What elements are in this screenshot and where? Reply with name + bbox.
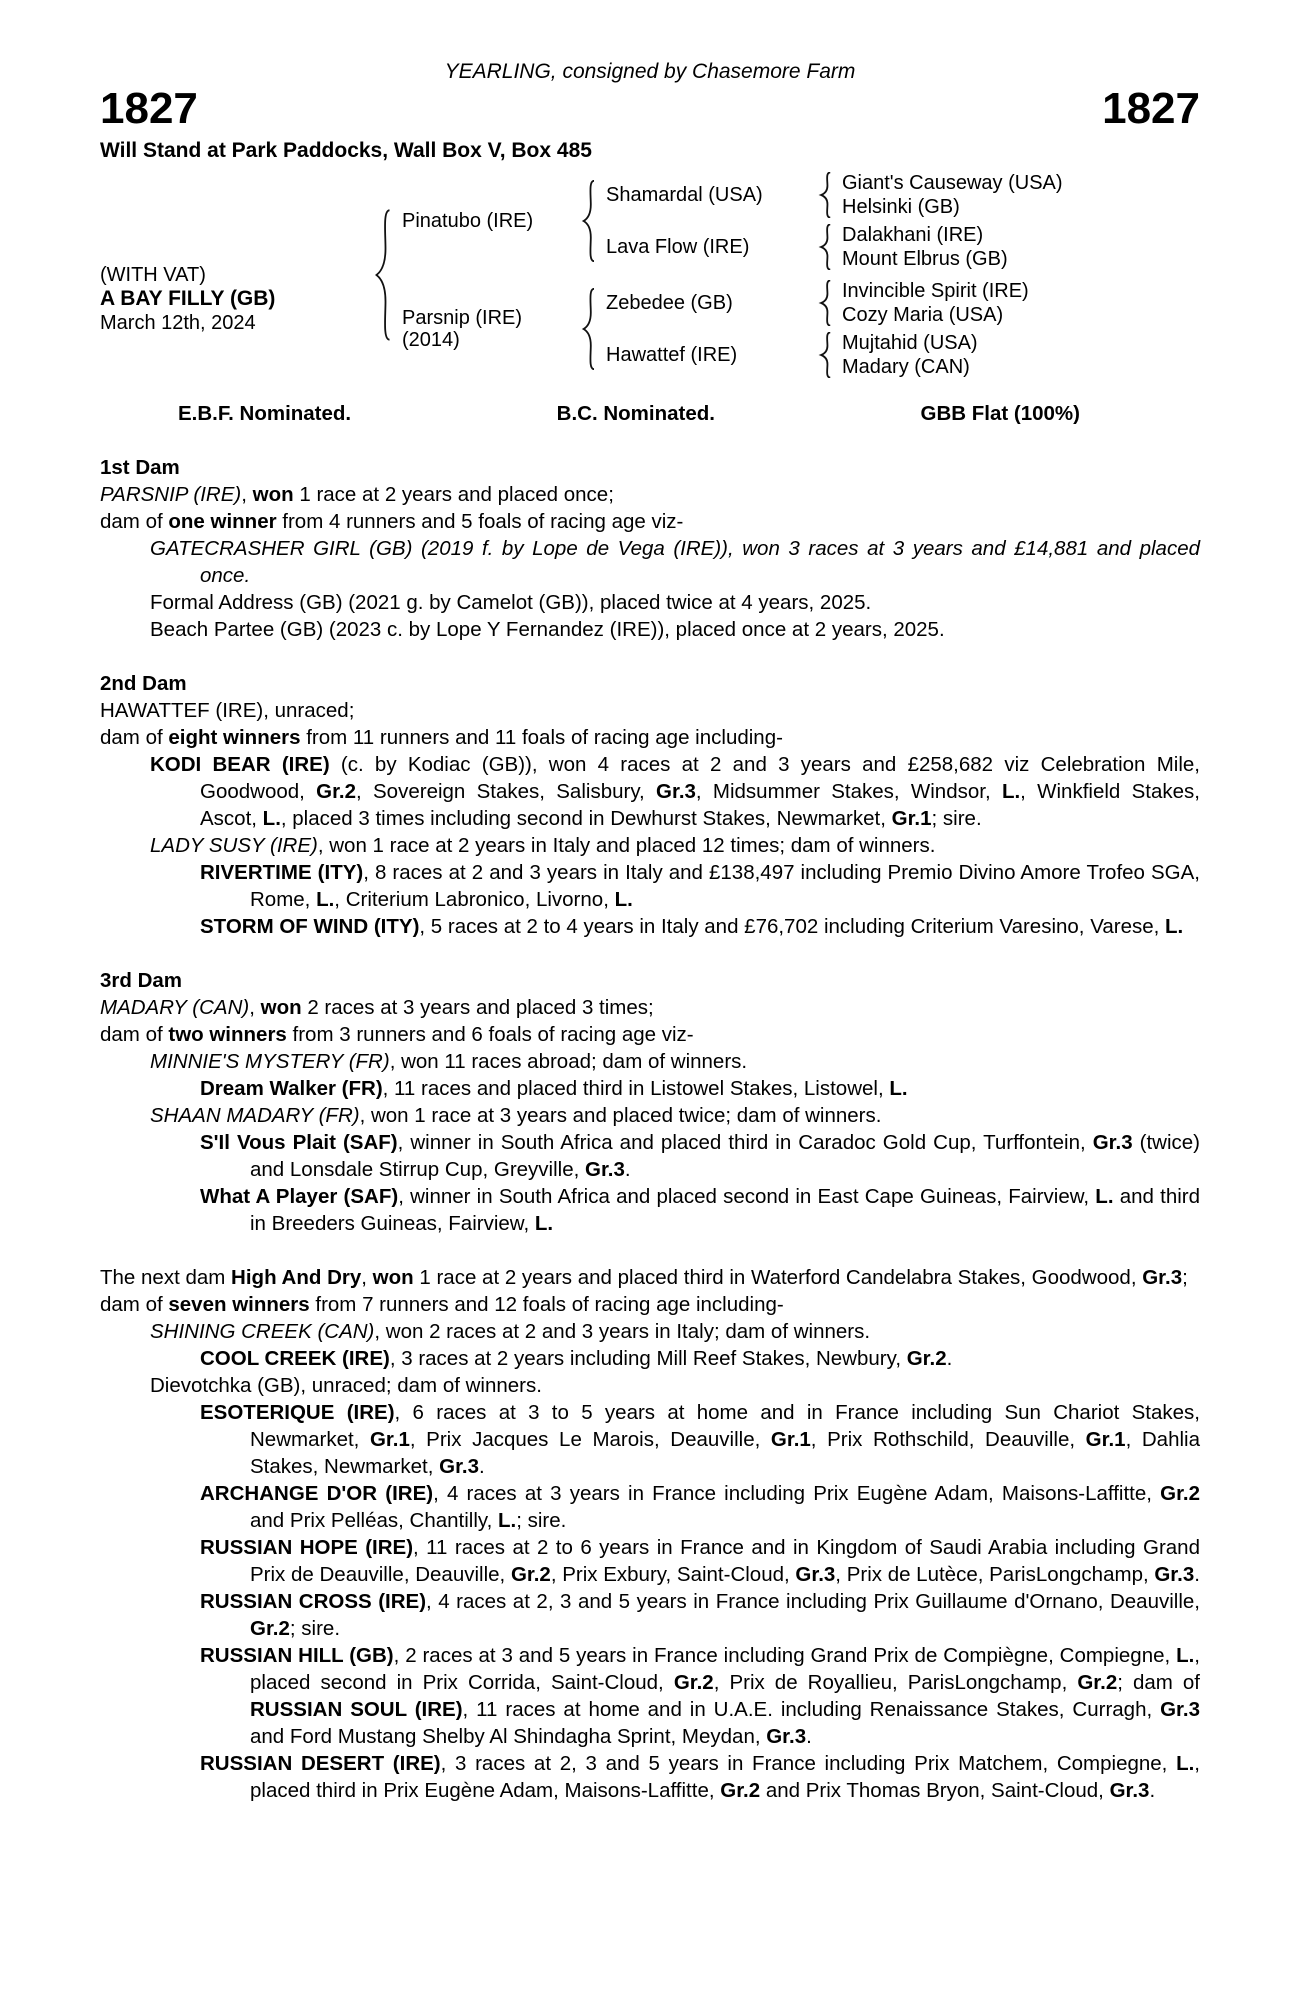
- text-run: Gr.2: [720, 1779, 761, 1802]
- pedigree-paragraph: [100, 724, 1200, 751]
- pedigree-brace-icon: [818, 172, 832, 218]
- sire-grandparents-column: [606, 172, 1063, 270]
- text-run: (twice) and Lonsdale Stirrup Cup, Greyville,: [250, 1131, 1201, 1181]
- text-run: Formal Address (GB) (2021 g. by Camelot (GB)), placed twice at 4 years, 2025.: [150, 591, 872, 614]
- text-run: , 11 races at 2 to 6 years in France and in Kingdom of Saudi Arabia including Grand Prix de Deauville, Deauville,: [250, 1536, 1200, 1586]
- text-run: COOL CREEK (IRE): [200, 1347, 390, 1370]
- dam-grandparents-column: [606, 280, 1029, 378]
- dam-heading: 1st Dam: [100, 456, 180, 479]
- pedigree-paragraph: [100, 697, 1200, 724]
- pedigree-paragraph: [100, 751, 1200, 832]
- pedigree-paragraph: [100, 1318, 1200, 1345]
- pedigree-paragraph: [100, 616, 1200, 643]
- great-grandparent-name: Helsinki (GB): [842, 196, 960, 218]
- text-run: RUSSIAN DESERT (IRE): [200, 1752, 441, 1775]
- pedigree-paragraph: [100, 589, 1200, 616]
- text-run: SHINING CREEK (CAN): [150, 1320, 375, 1343]
- text-run: , placed 3 times including second in Dewhurst Stakes, Newmarket,: [280, 807, 892, 830]
- pedigree-chart: [100, 172, 1200, 378]
- text-run: , 3 races at 2 years including Mill Reef Stakes, Newbury,: [389, 1347, 907, 1370]
- text-run: L.: [498, 1509, 517, 1532]
- text-run: dam of: [100, 1023, 169, 1046]
- text-run: MADARY (CAN): [100, 996, 250, 1019]
- text-run: Dream Walker (FR): [200, 1077, 383, 1100]
- great-grandparent-name: Cozy Maria (USA): [842, 304, 1004, 326]
- pedigree-paragraph: [100, 1642, 1200, 1750]
- text-run: The next dam: [100, 1266, 232, 1289]
- text-run: Gr.3: [1142, 1266, 1183, 1289]
- text-run: , 11 races and placed third in Listowel Stakes, Listowel,: [382, 1077, 890, 1100]
- text-run: , Dahlia Stakes, Newmarket,: [250, 1428, 1200, 1478]
- text-run: ARCHANGE D'OR (IRE): [200, 1482, 434, 1505]
- pedigree-paragraph: [100, 1372, 1200, 1399]
- text-run: , Criterium Labronico, Livorno,: [334, 888, 615, 911]
- great-grandparent-pair: [842, 172, 1063, 218]
- text-run: High And Dry: [231, 1266, 362, 1289]
- bc-nomination: B.C. Nominated.: [556, 402, 715, 425]
- dam-year: (2014): [402, 329, 460, 351]
- great-grandparent-name: Mujtahid (USA): [842, 332, 978, 354]
- ebf-nomination: E.B.F. Nominated.: [178, 402, 352, 425]
- text-run: STORM OF WIND (ITY): [200, 915, 420, 938]
- text-run: Gr.3: [1109, 1779, 1150, 1802]
- stand-location-line: Will Stand at Park Paddocks, Wall Box V, Box 485: [100, 139, 592, 162]
- text-run: GATECRASHER GIRL (GB): [150, 537, 413, 560]
- text-run: , won 1 race at 2 years in Italy and placed 12 times; dam of winners.: [317, 834, 936, 857]
- text-run: Gr.3: [1154, 1563, 1195, 1586]
- section-spacer: [100, 1237, 1200, 1264]
- text-run: HAWATTEF (IRE), unraced;: [100, 699, 355, 722]
- text-run: ;: [1182, 1266, 1188, 1289]
- text-run: L.: [1001, 780, 1021, 803]
- text-run: Gr.2: [316, 780, 357, 803]
- text-run: , 5 races at 2 to 4 years in Italy and £76,702 including Criterium Varesino, Varese,: [419, 915, 1166, 938]
- dam-dam-name: Hawattef (IRE): [606, 344, 738, 366]
- text-run: Gr.3: [585, 1158, 625, 1181]
- text-run: 1 race at 2 years and placed third in Waterford Candelabra Stakes, Goodwood,: [413, 1266, 1143, 1289]
- sire-sire-node: [606, 172, 1063, 218]
- text-run: won: [260, 996, 302, 1019]
- pedigree-brace-icon: [818, 224, 832, 270]
- text-run: L.: [534, 1212, 554, 1235]
- pedigree-brace-icon: [580, 288, 596, 370]
- text-run: from 3 runners and 6 foals of racing age viz-: [286, 1023, 694, 1046]
- text-run: .: [624, 1158, 631, 1181]
- text-run: (c. by Kodiac (GB)), won 4 races at 2 and 3 years and £258,682 viz Celebration Mile, Goodwood,: [200, 753, 1200, 803]
- text-run: , Midsummer Stakes, Windsor,: [695, 780, 1002, 803]
- foaling-date: March 12th, 2024: [100, 312, 256, 334]
- nominations-row: [100, 400, 1200, 427]
- sire-dam-node: [606, 224, 1063, 270]
- text-run: RIVERTIME (ITY): [200, 861, 364, 884]
- lot-number-left: 1827: [100, 84, 198, 133]
- pedigree-paragraph: [100, 1183, 1200, 1237]
- pedigree-paragraph: [100, 859, 1200, 913]
- text-run: one winner: [168, 510, 277, 533]
- text-run: , Prix de Royallieu, ParisLongchamp,: [713, 1671, 1078, 1694]
- text-run: L.: [1165, 915, 1184, 938]
- pedigree-paragraph: [100, 1075, 1200, 1102]
- text-run: dam of: [100, 1293, 169, 1316]
- text-run: , 2 races at 3 and 5 years in France including Grand Prix de Compiègne, Compiegne,: [393, 1644, 1177, 1667]
- catalogue-body: [100, 454, 1200, 1804]
- pedigree-paragraph: [100, 832, 1200, 859]
- parents-column: [402, 172, 1063, 378]
- text-run: L.: [889, 1077, 908, 1100]
- text-run: .: [806, 1725, 812, 1748]
- dam-sire-node: [606, 280, 1029, 326]
- text-run: , won 1 race at 3 years and placed twice; dam of winners.: [359, 1104, 882, 1127]
- text-run: won: [252, 483, 294, 506]
- text-run: and third in Breeders Guineas, Fairview,: [250, 1185, 1200, 1235]
- vat-note: (WITH VAT): [100, 264, 206, 286]
- text-run: .: [1194, 1563, 1200, 1586]
- text-run: 2 races at 3 years and placed 3 times;: [301, 996, 654, 1019]
- text-run: L.: [316, 888, 335, 911]
- text-run: and Prix Pelléas, Chantilly,: [250, 1509, 499, 1532]
- pedigree-brace-icon: [580, 180, 596, 262]
- consignor-line: YEARLING, consigned by Chasemore Farm: [444, 60, 856, 83]
- pedigree-paragraph: [100, 481, 1200, 508]
- sire-dam-name: Lava Flow (IRE): [606, 236, 750, 258]
- text-run: KODI BEAR (IRE): [150, 753, 330, 776]
- text-run: S'Il Vous Plait (SAF): [200, 1131, 398, 1154]
- pedigree-paragraph: [100, 1480, 1200, 1534]
- text-run: Gr.1: [770, 1428, 811, 1451]
- text-run: , 3 races at 2, 3 and 5 years in France including Prix Matchem, Compiegne,: [440, 1752, 1177, 1775]
- text-run: ,: [361, 1266, 373, 1289]
- lot-number-right: 1827: [1102, 84, 1200, 133]
- text-run: , placed third in Prix Eugène Adam, Maisons-Laffitte,: [250, 1752, 1200, 1802]
- text-run: Gr.2: [673, 1671, 714, 1694]
- pedigree-paragraph: [100, 1264, 1200, 1291]
- text-run: Gr.3: [795, 1563, 836, 1586]
- text-run: and Prix Thomas Bryon, Saint-Cloud,: [760, 1779, 1110, 1802]
- pedigree-paragraph: [100, 1399, 1200, 1480]
- pedigree-paragraph: [100, 1534, 1200, 1588]
- great-grandparent-pair: [842, 332, 978, 378]
- text-run: ,: [241, 483, 253, 506]
- text-run: Gr.3: [439, 1455, 480, 1478]
- text-run: Gr.2: [510, 1563, 551, 1586]
- text-run: and Ford Mustang Shelby Al Shindagha Sprint, Meydan,: [250, 1725, 767, 1748]
- text-run: ,: [249, 996, 261, 1019]
- text-run: from 11 runners and 11 foals of racing age including-: [300, 726, 783, 749]
- text-run: ESOTERIQUE (IRE): [200, 1401, 395, 1424]
- pedigree-brace-icon: [818, 332, 832, 378]
- text-run: L.: [614, 888, 633, 911]
- text-run: Gr.2: [906, 1347, 947, 1370]
- text-run: from 7 runners and 12 foals of racing age including-: [309, 1293, 784, 1316]
- text-run: Gr.1: [369, 1428, 410, 1451]
- text-run: two winners: [168, 1023, 287, 1046]
- text-run: , 4 races at 2, 3 and 5 years in France including Prix Guillaume d'Ornano, Deauville,: [426, 1590, 1200, 1613]
- pedigree-paragraph: [100, 1588, 1200, 1642]
- pedigree-paragraph: [100, 1750, 1200, 1804]
- text-run: What A Player (SAF): [200, 1185, 399, 1208]
- dam-sire-name: Zebedee (GB): [606, 292, 733, 314]
- text-run: , Sovereign Stakes, Salisbury,: [356, 780, 657, 803]
- text-run: , 6 races at 3 to 5 years at home and in France including Sun Chariot Stakes, Newmarket,: [250, 1401, 1200, 1451]
- dam-heading: 2nd Dam: [100, 672, 187, 695]
- text-run: ; sire.: [516, 1509, 567, 1532]
- text-run: Gr.1: [891, 807, 932, 830]
- pedigree-paragraph: [100, 913, 1200, 940]
- pedigree-paragraph: [100, 994, 1200, 1021]
- gbb-flat-note: GBB Flat (100%): [920, 402, 1080, 425]
- text-run: LADY SUSY (IRE): [150, 834, 318, 857]
- text-run: dam of: [100, 510, 169, 533]
- text-run: , Winkfield Stakes, Ascot,: [200, 780, 1200, 830]
- pedigree-brace-icon: [372, 209, 392, 341]
- pedigree-paragraph: [100, 1021, 1200, 1048]
- text-run: dam of: [100, 726, 169, 749]
- text-run: PARSNIP (IRE): [100, 483, 242, 506]
- text-run: , 8 races at 2 and 3 years in Italy and £138,497 including Premio Divino Amore Trofeo SGA, Rome,: [250, 861, 1200, 911]
- pedigree-paragraph: [100, 1345, 1200, 1372]
- great-grandparent-name: Giant's Causeway (USA): [842, 172, 1063, 194]
- dam-heading: 3rd Dam: [100, 969, 183, 992]
- great-grandparent-name: Dalakhani (IRE): [842, 224, 984, 246]
- pedigree-paragraph: [100, 1102, 1200, 1129]
- sire-sire-name: Shamardal (USA): [606, 184, 763, 206]
- great-grandparent-name: Mount Elbrus (GB): [842, 248, 1008, 270]
- lot-number-row: [100, 85, 1200, 133]
- text-run: Gr.1: [1085, 1428, 1126, 1451]
- text-run: RUSSIAN HILL (GB): [200, 1644, 394, 1667]
- text-run: , Prix Jacques Le Marois, Deauville,: [409, 1428, 771, 1451]
- text-run: , Prix de Lutèce, ParisLongchamp,: [835, 1563, 1155, 1586]
- text-run: L.: [1176, 1752, 1195, 1775]
- pedigree-paragraph: [100, 535, 1200, 589]
- text-run: ; dam of: [1117, 1671, 1200, 1694]
- text-run: ; sire.: [931, 807, 982, 830]
- text-run: Gr.3: [656, 780, 696, 803]
- text-run: Beach Partee (GB) (2023 c. by Lope Y Fernandez (IRE)), placed once at 2 years, 2025.: [150, 618, 945, 641]
- great-grandparent-pair: [842, 224, 1008, 270]
- text-run: seven winners: [168, 1293, 310, 1316]
- pedigree-paragraph: [100, 1291, 1200, 1318]
- text-run: 1 race at 2 years and placed once;: [293, 483, 614, 506]
- text-run: Gr.3: [766, 1725, 807, 1748]
- text-run: Gr.2: [250, 1617, 290, 1640]
- great-grandparent-pair: [842, 280, 1029, 326]
- dam-node: [402, 280, 1063, 378]
- text-run: Dievotchka (GB), unraced; dam of winners.: [150, 1374, 542, 1397]
- dam-name: Parsnip (IRE): [402, 307, 523, 329]
- text-run: RUSSIAN SOUL (IRE): [250, 1698, 463, 1721]
- dam-dam-node: [606, 332, 1029, 378]
- pedigree-paragraph: [100, 1129, 1200, 1183]
- text-run: ; sire.: [289, 1617, 341, 1640]
- text-run: .: [479, 1455, 485, 1478]
- text-run: , Prix Rothschild, Deauville,: [810, 1428, 1086, 1451]
- text-run: , winner in South Africa and placed third in Caradoc Gold Cup, Turffontein,: [397, 1131, 1093, 1154]
- text-run: L.: [1095, 1185, 1114, 1208]
- text-run: (2019 f. by Lope de Vega (IRE)), won 3 races at 3 years and £14,881 and placed once.: [200, 537, 1200, 587]
- pedigree-paragraph: [100, 508, 1200, 535]
- text-run: , Prix Exbury, Saint-Cloud,: [550, 1563, 796, 1586]
- text-run: RUSSIAN CROSS (IRE): [200, 1590, 427, 1613]
- text-run: L.: [1176, 1644, 1195, 1667]
- text-run: L.: [262, 807, 281, 830]
- text-run: Gr.2: [1160, 1482, 1201, 1505]
- text-run: SHAAN MADARY (FR): [150, 1104, 360, 1127]
- text-run: , 4 races at 3 years in France including Prix Eugène Adam, Maisons-Laffitte,: [433, 1482, 1161, 1505]
- text-run: MINNIE'S MYSTERY (FR): [150, 1050, 390, 1073]
- text-run: .: [946, 1347, 953, 1370]
- text-run: eight winners: [168, 726, 301, 749]
- text-run: Gr.3: [1160, 1698, 1200, 1721]
- text-run: won: [372, 1266, 414, 1289]
- pedigree-paragraph: [100, 1048, 1200, 1075]
- text-run: Gr.2: [1077, 1671, 1118, 1694]
- text-run: RUSSIAN HOPE (IRE): [200, 1536, 414, 1559]
- sire-name: Pinatubo (IRE): [402, 210, 534, 232]
- great-grandparent-name: Madary (CAN): [842, 356, 970, 378]
- text-run: .: [1149, 1779, 1156, 1802]
- text-run: Gr.3: [1092, 1131, 1133, 1154]
- text-run: , won 11 races abroad; dam of winners.: [389, 1050, 748, 1073]
- text-run: , won 2 races at 2 and 3 years in Italy; dam of winners.: [374, 1320, 871, 1343]
- text-run: from 4 runners and 5 foals of racing age viz-: [276, 510, 684, 533]
- subject-horse-block: [100, 264, 372, 334]
- text-run: , placed second in Prix Corrida, Saint-Cloud,: [250, 1644, 1200, 1694]
- dam-name-block: [402, 307, 580, 351]
- text-run: , winner in South Africa and placed second in East Cape Guineas, Fairview,: [398, 1185, 1096, 1208]
- text-run: , 11 races at home and in U.A.E. including Renaissance Stakes, Curragh,: [462, 1698, 1161, 1721]
- pedigree-brace-icon: [818, 280, 832, 326]
- great-grandparent-name: Invincible Spirit (IRE): [842, 280, 1029, 302]
- sire-node: [402, 172, 1063, 270]
- subject-horse-name: A BAY FILLY (GB): [100, 287, 276, 310]
